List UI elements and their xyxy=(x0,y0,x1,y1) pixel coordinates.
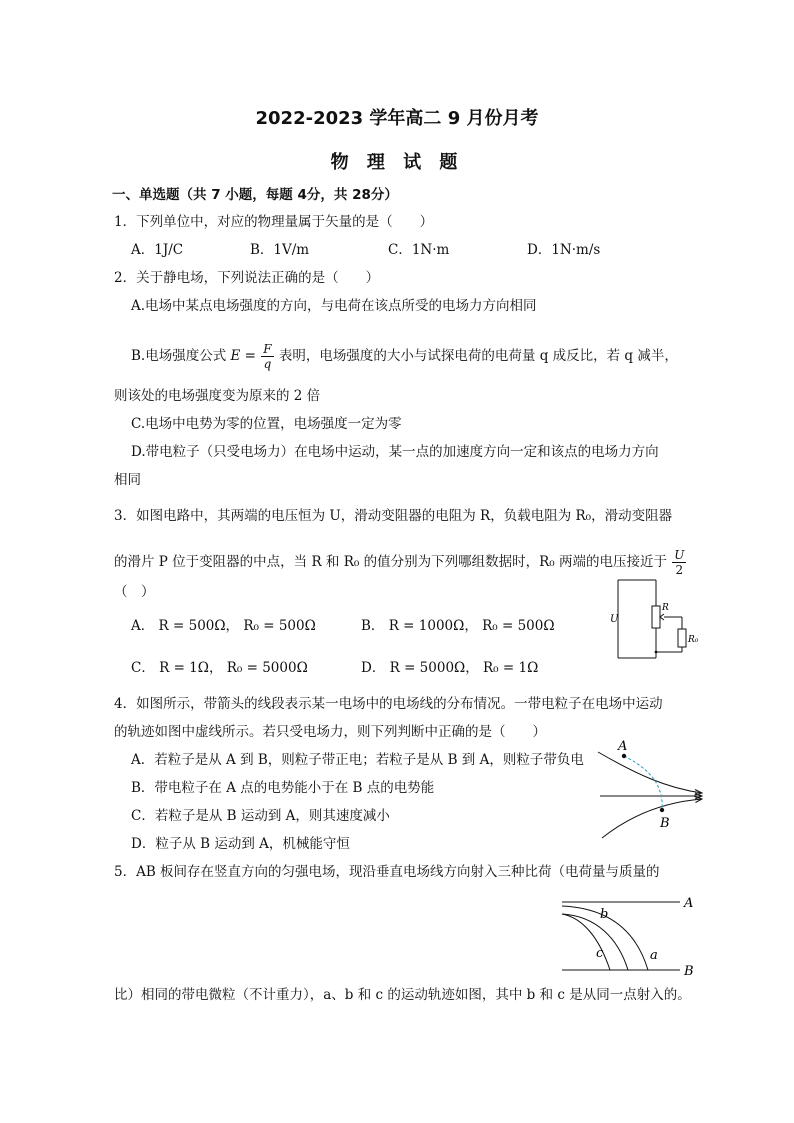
junction-dot xyxy=(655,651,658,654)
q3-stem-line2-text: 的滑片 P 位于变阻器的中点，当 R 和 R₀ 的值分别为下列哪组数据时，R₀ 两端的电压接近于 xyxy=(114,554,667,570)
q3-fraction-numerator: U xyxy=(674,548,685,562)
q1-option-d: D．1N·m/s xyxy=(527,242,601,258)
q4-option-c: C．若粒子是从 B 运动到 A，则其速度减小 xyxy=(131,808,390,824)
q2-option-b-line2: 则该处的电场强度变为原来的 2 倍 xyxy=(114,388,321,404)
q2-b-rest: 表明，电场强度的大小与试探电荷的电荷量 q 成反比，若 q 减半， xyxy=(278,348,678,364)
q2-formula-fraction xyxy=(261,342,273,371)
trajectory-b xyxy=(562,914,628,970)
trajectory-c xyxy=(562,914,610,970)
q3-stem-line2 xyxy=(114,548,687,577)
q1-option-b: B．1V/m xyxy=(250,242,310,258)
q5-stem-line2: 比）相同的带电微粒（不计重力），a、b 和 c 的运动轨迹如图，其中 b 和 c 是从同一点射入的。 xyxy=(114,987,691,1003)
q3-circuit-diagram xyxy=(600,576,704,662)
q3-stem-line1: 3．如图电路中，其两端的电压恒为 U，滑动变阻器的电阻为 R，负载电阻为 R₀，滑动变阻器 xyxy=(114,508,673,524)
label-R: R xyxy=(662,603,669,613)
q4-option-b: B．带电粒子在 A 点的电势能小于在 B 点的电势能 xyxy=(131,780,435,796)
q1-stem: 1．下列单位中，对应的物理量属于矢量的是（ ） xyxy=(114,214,434,230)
section-heading: 一、单选题（共 7 小题，每题 4分，共 28分） xyxy=(112,187,398,203)
field-line-upper xyxy=(598,752,702,793)
trajectory-b-label: b xyxy=(600,907,609,922)
q3-option-b: B． R = 1000Ω， R₀ = 500Ω xyxy=(361,618,555,634)
q5-stem-line1: 5．AB 板间存在竖直方向的匀强电场，现沿垂直电场线方向射入三种比荷（电荷量与质量的 xyxy=(114,864,660,880)
q2-stem: 2．关于静电场，下列说法正确的是（ ） xyxy=(114,270,380,286)
point-A-label: A xyxy=(618,739,628,754)
exam-title: 2022-2023 学年高二 9 月份月考 xyxy=(255,108,539,129)
q4-stem-line2: 的轨迹如图中虚线所示。若只受电场力，则下列判断中正确的是（ ） xyxy=(114,724,546,740)
q1-option-a: A．1J/C xyxy=(131,242,184,258)
plate-A-label: A xyxy=(684,896,694,911)
q2-option-d-line2: 相同 xyxy=(114,472,141,488)
q5-plates-diagram xyxy=(556,890,702,982)
q4-stem-line1: 4．如图所示，带箭头的线段表示某一电场中的电场线的分布情况。一带电粒子在电场中运动 xyxy=(114,696,663,712)
q3-option-d: D． R = 5000Ω， R₀ = 1Ω xyxy=(361,660,539,676)
trajectory-a-label: a xyxy=(650,948,658,963)
load-resistor xyxy=(678,629,686,647)
q3-fraction-denominator: 2 xyxy=(675,563,684,577)
q2-option-c: C.电场中电势为零的位置，电场强度一定为零 xyxy=(131,416,402,432)
q3-fraction xyxy=(672,548,686,577)
q3-paren: （ ） xyxy=(114,584,155,600)
rheostat-resistor xyxy=(652,606,660,628)
q2-option-b xyxy=(131,342,678,371)
field-line-lower xyxy=(602,799,702,838)
point-B-label: B xyxy=(660,816,670,831)
q3-option-c: C． R = 1Ω， R₀ = 5000Ω xyxy=(131,660,308,676)
subject-title: 物 理 试 题 xyxy=(330,152,464,173)
q1-option-c: C．1N·m xyxy=(388,242,450,258)
q2-option-d-line1: D.带电粒子（只受电场力）在电场中运动，某一点的加速度方向一定和该点的电场力方向 xyxy=(131,444,659,460)
q2-formula-numerator: F xyxy=(263,342,272,356)
point-B-dot xyxy=(660,808,664,812)
q3-option-a: A． R = 500Ω， R₀ = 500Ω xyxy=(131,618,316,634)
q2-formula-lhs: E = xyxy=(230,348,256,364)
q4-option-a: A．若粒子是从 A 到 B，则粒子带正电；若粒子是从 B 到 A，则粒子带负电 xyxy=(131,752,584,768)
q4-option-d: D．粒子从 B 运动到 A，机械能守恒 xyxy=(131,836,350,852)
particle-trajectory xyxy=(624,756,662,810)
q4-field-diagram xyxy=(596,738,708,842)
q2-option-a: A.电场中某点电场强度的方向，与电荷在该点所受的电场力方向相同 xyxy=(131,298,537,314)
q2-formula-denominator: q xyxy=(263,357,272,371)
label-U: U xyxy=(610,614,619,625)
trajectory-c-label: c xyxy=(596,946,604,961)
point-A-dot xyxy=(622,754,626,758)
label-R0: R₀ xyxy=(688,635,699,645)
q2-b-prefix: B.电场强度公式 xyxy=(131,348,227,364)
plate-B-label: B xyxy=(684,964,694,979)
slider-arrow-icon xyxy=(660,614,664,620)
